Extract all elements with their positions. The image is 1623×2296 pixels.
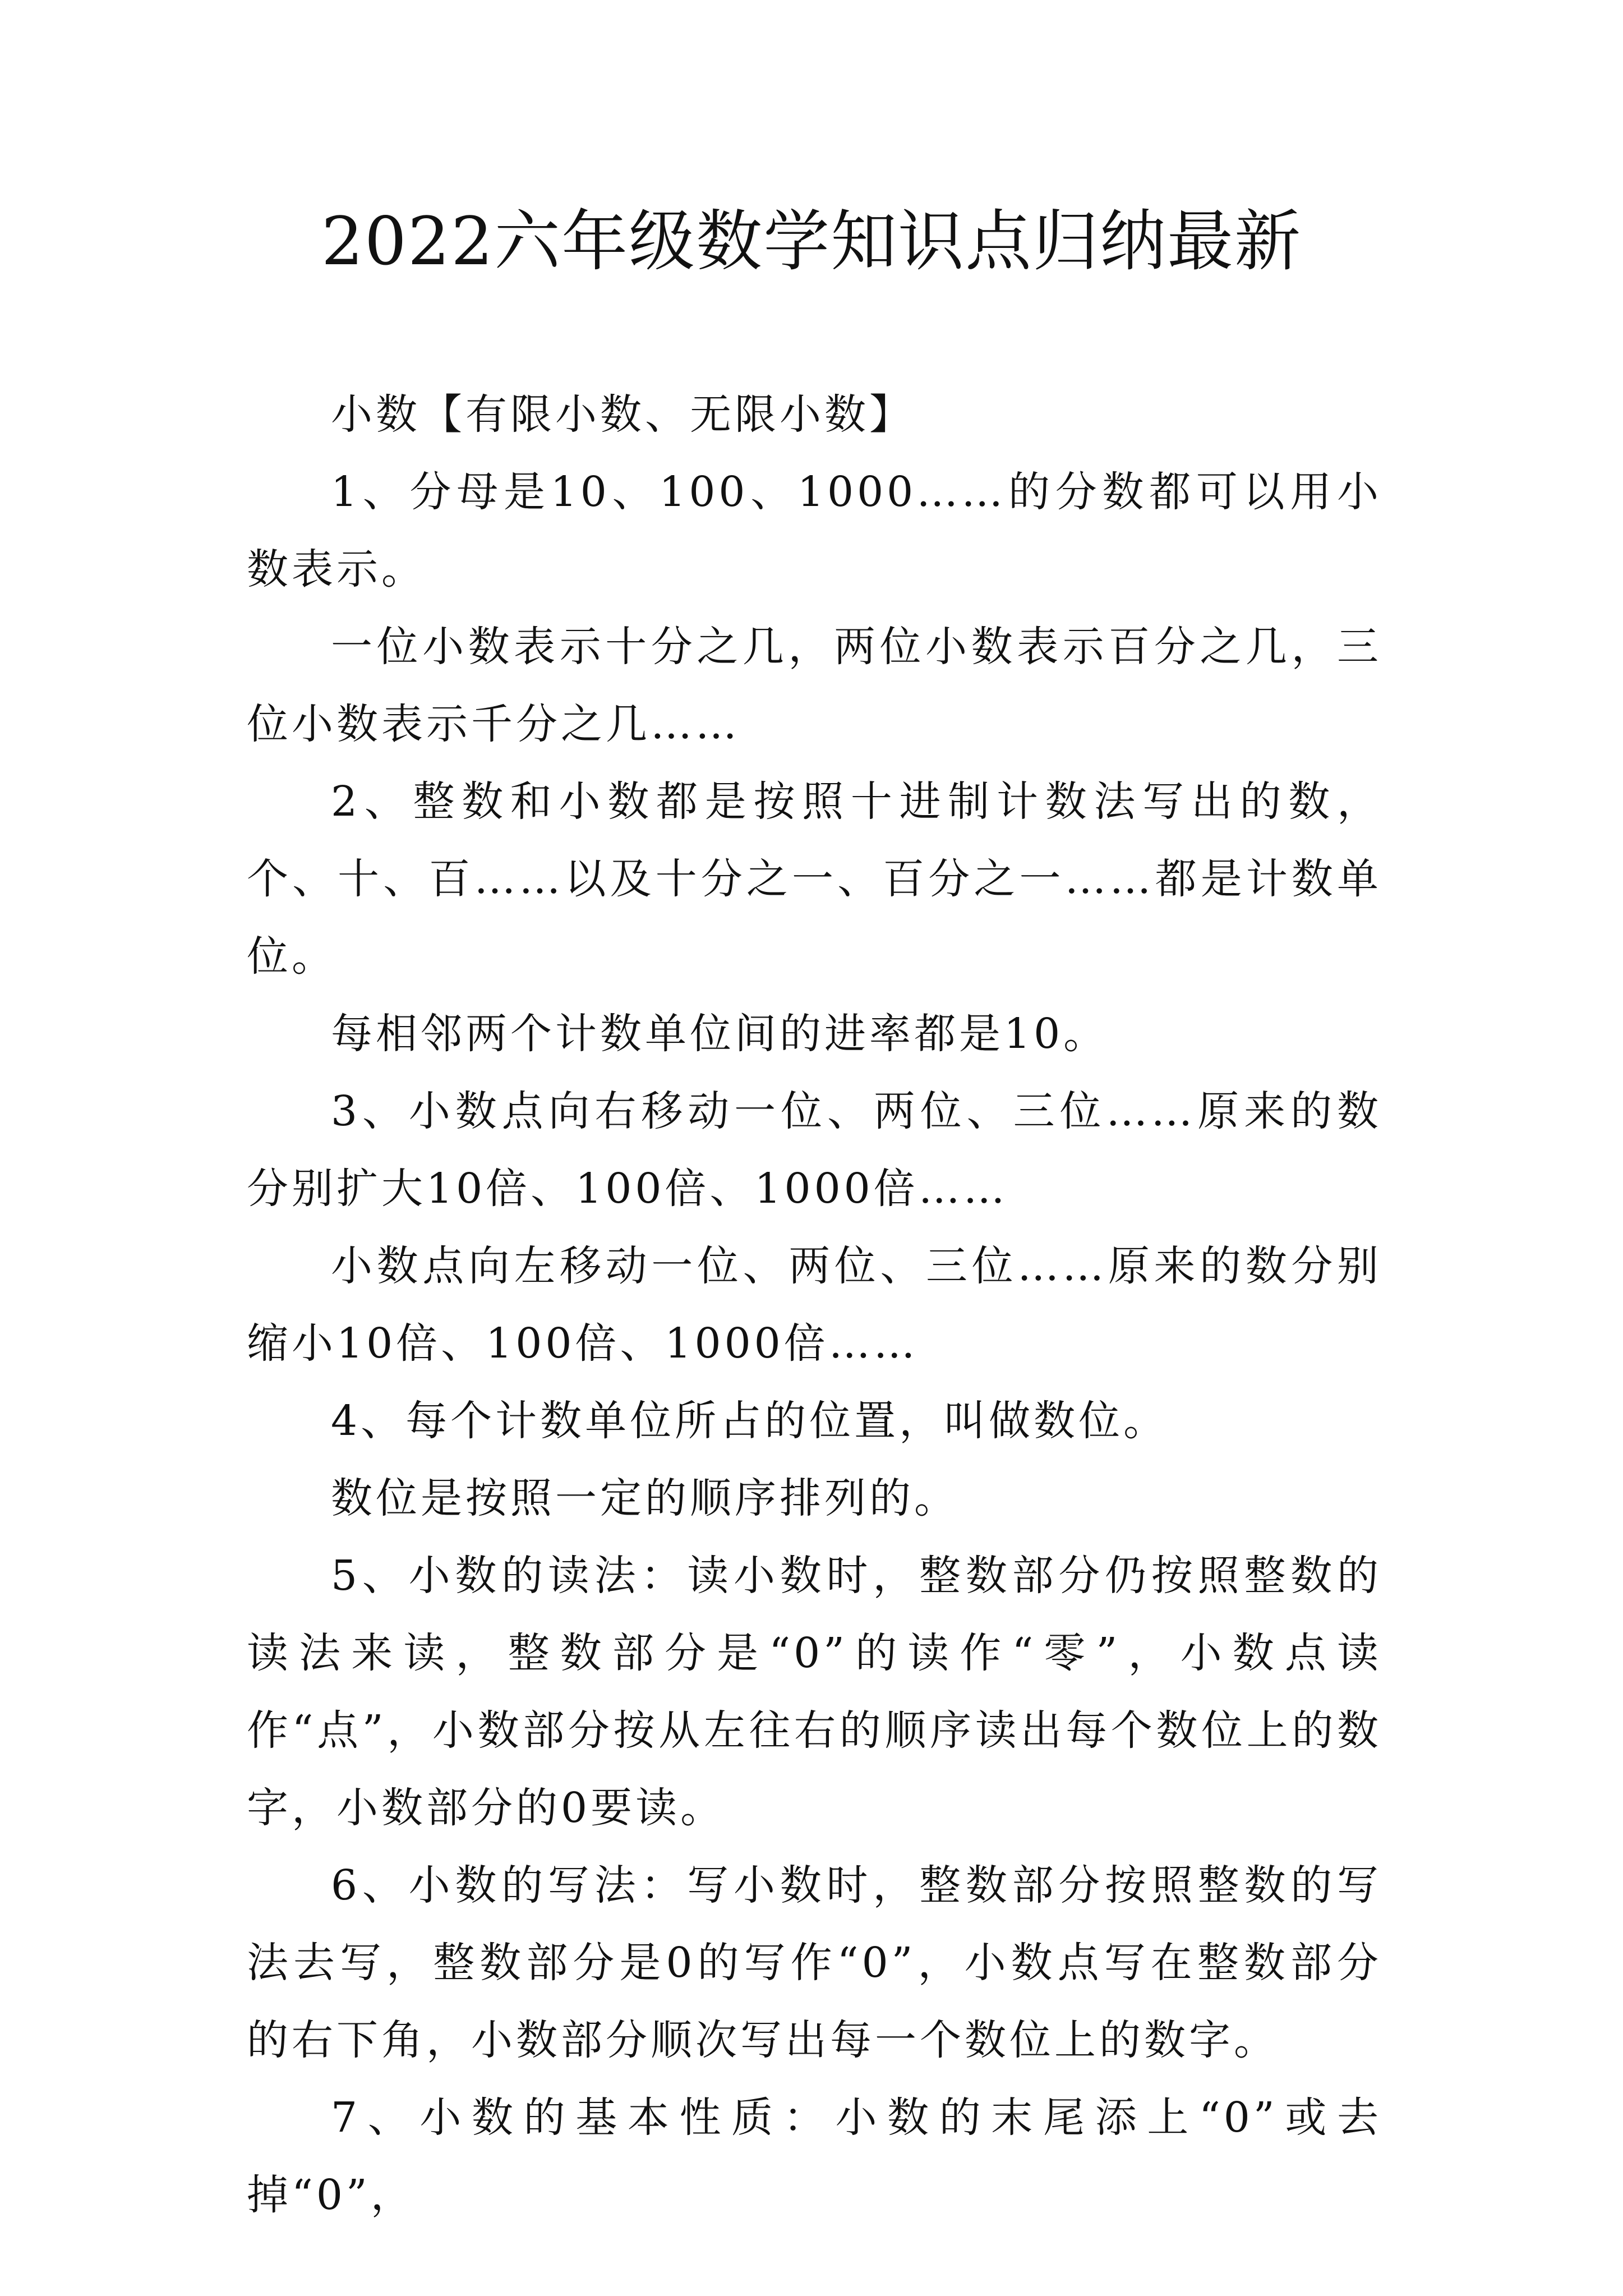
- paragraph-adjacent-units: 每相邻两个计数单位间的进率都是10。: [331, 1010, 1109, 1058]
- document-body: [247, 376, 1382, 2234]
- paragraph-decimal-places: 一位小数表示十分之几，两位小数表示百分之几，三位小数表示千分之几……: [247, 623, 1382, 748]
- paragraph-point-4: 4、每个计数单位所占的位置，叫做数位。: [331, 1397, 1169, 1445]
- paragraph-point-5: 5、小数的读法：读小数时，整数部分仍按照整数的读法来读，整数部分是“0”的读作“零”，小数点读作“点”，小数部分按从左往右的顺序读出每个数位上的数字，小数部分的0要读。: [247, 1552, 1382, 1832]
- paragraph-point-6: 6、小数的写法：写小数时，整数部分按照整数的写法去写，整数部分是0的写作“0”，小数点写在整数部分的右下角，小数部分顺次写出每一个数位上的数字。: [247, 1861, 1382, 2064]
- paragraph-point-2: 2、整数和小数都是按照十进制计数法写出的数，个、十、百……以及十分之一、百分之一……都是计数单位。: [247, 777, 1382, 981]
- paragraph-point-move-left: 小数点向左移动一位、两位、三位……原来的数分别缩小10倍、100倍、1000倍……: [247, 1242, 1382, 1368]
- document-title: 2022六年级数学知识点归纳最新: [321, 203, 1302, 280]
- paragraph-point-7: 7、小数的基本性质：小数的末尾添上“0”或去掉“0”，: [247, 2093, 1382, 2219]
- paragraph-place-order: 数位是按照一定的顺序排列的。: [331, 1474, 959, 1522]
- paragraph-decimal-heading: 小数【有限小数、无限小数】: [331, 390, 914, 439]
- paragraph-point-3: 3、小数点向右移动一位、两位、三位……原来的数分别扩大10倍、100倍、1000倍……: [247, 1087, 1382, 1213]
- paragraph-point-1: 1、分母是10、100、1000……的分数都可以用小数表示。: [247, 468, 1382, 593]
